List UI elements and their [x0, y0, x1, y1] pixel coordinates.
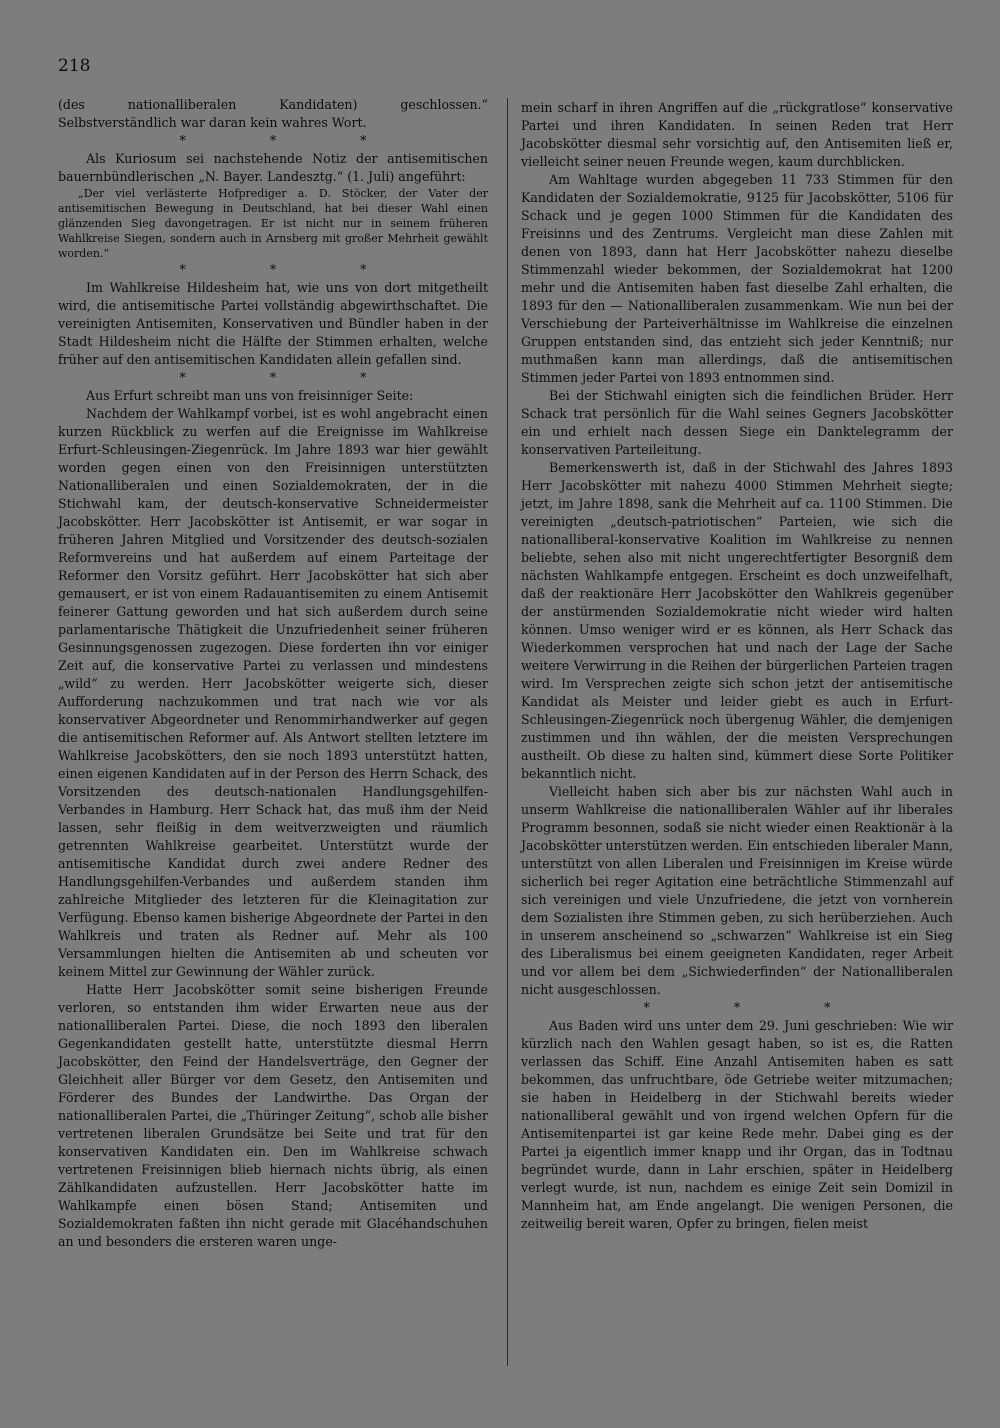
paragraph: Am Wahltage wurden abgegeben 11 733 Stimmen für den Kandidaten der Sozialdemokratie, 9125 für Jacobskötter, 5106 für Schack und je gegen 1000 Stimmen für die Kandidaten des Freisinns und des Zentrums. Vergleicht man diese Zahlen mit denen von 1893, dann hat Herr Jacobskötter nahezu dieselbe Stimmenzahl wieder bekommen, der Sozialdemokrat hat 1200 mehr und die Antisemiten haben fast dieselbe Zahl erhalten, die 1893 für den — Nationalliberalen zusammenkam. Wie nun bei der Verschiebung der Parteiverhältnisse im Wahlkreise die einzelnen Gruppen entstanden sind, das entzieht sich jeder Kenntniß; nur muthmaßen kann man allerdings, daß die antisemitischen Stimmen jeder Partei von 1893 entnommen sind. — [521, 172, 953, 385]
column-divider — [507, 98, 508, 1366]
paragraph: Aus Erfurt schreibt man uns von freisinniger Seite: — [86, 388, 414, 403]
paragraph: Aus Baden wird uns unter dem 29. Juni geschrieben: Wie wir kürzlich nach den Wahlen gesagt haben, so ist es, die Ratten verlassen das Schiff. Eine Anzahl Antisemiten haben es satt bekommen, das unfruchtbare, öde Getriebe weiter mitzumachen; sie haben in Heidelberg in der Stichwahl bereits wieder nationalliberal gewählt und von irgend welchen Opfern für die Antisemitenpartei ist gar keine Rede mehr. Dabei ging es der Partei ja eigentlich immer knapp und ihr Organ, das in Todtnau begründet wurde, dann in Lahr erschien, später in Heidelberg verlegt wurde, ist nun, nachdem es einige Zeit sein Domizil in Mannheim hat, am Ende angelangt. Die wenigen Personen, die zeitweilig bereit waren, Opfer zu bringen, fielen meist — [521, 1018, 953, 1231]
quoted-notice: „Der viel verlästerte Hofprediger a. D. Stöcker, der Vater der antisemitischen Bewegung in Deutschland, hat bei dieser Wahl einen glänzenden Sieg davongetragen. Er ist nicht nur in seinem früheren Wahlkreise Siegen, sondern auch in Arnsberg mit großer Mehrheit gewählt worden.“ — [58, 187, 488, 260]
paragraph: Bei der Stichwahl einigten sich die feindlichen Brüder. Herr Schack trat persönlich für die Wahl seines Gegners Jacobskötter ein und erhielt nach dessen Siege ein Danktelegramm der konservativen Parteileitung. — [521, 388, 953, 457]
left-column — [58, 96, 488, 1251]
right-column — [521, 99, 953, 1233]
section-separator: * * * — [179, 133, 367, 148]
section-separator: * * * — [179, 262, 367, 277]
paragraph: Hatte Herr Jacobskötter somit seine bisherigen Freunde verloren, so entstanden ihm wider Erwarten neue aus der nationalliberalen Partei. Diese, die noch 1893 den liberalen Gegenkandidaten gestellt hatte, unterstützte diesmal Herrn Jacobskötter, den Feind der Handelsverträge, den Gegner der Gleichheit aller Bürger vor dem Gesetz, den Antisemiten und Förderer des Bundes der Landwirthe. Das Organ der nationalliberalen Partei, die „Thüringer Zeitung“, schob alle bisher vertretenen liberalen Grundsätze bei Seite und trat für den konservativen Kandidaten ein. Den im Wahlkreise schwach vertretenen Freisinnigen blieb hiernach nichts übrig, als einen Zählkandidaten aufzustellen. Herr Jacobskötter hatte im Wahlkampfe einen bösen Stand; Antisemiten und Sozialdemokraten faßten ihn nicht gerade mit Glacéhandschuhen an und besonders die ersteren waren unge- — [58, 982, 488, 1249]
section-separator: * * * — [179, 370, 367, 385]
paragraph: Nachdem der Wahlkampf vorbei, ist es wohl angebracht einen kurzen Rückblick zu werfen auf die Ereignisse im Wahlkreise Erfurt-Schleusingen-Ziegenrück. Im Jahre 1893 war hier gewählt worden gegen einen von den Freisinnigen unterstützten Nationalliberalen und einen Sozialdemokraten, der in die Stichwahl kam, der deutsch-konservative Schneidermeister Jacobskötter. Herr Jacobskötter ist Antisemit, er war sogar in früheren Jahren Mitglied und Vorsitzender des deutsch-sozialen Reformvereins und hat außerdem auf einem Parteitage der Reformer den Vorsitz geführt. Herr Jacobskötter hat sich aber gemausert, er ist von einem Radauantisemiten zu einem Antisemit feinerer Gattung geworden und hat sich außerdem durch seine parlamentarische Thätigkeit die Unzufriedenheit seiner früheren Gesinnungsgenossen zugezogen. Diese forderten ihn vor einiger Zeit auf, die konservative Partei zu verlassen und mindestens „wild“ zu werden. Herr Jacobskötter weigerte sich, dieser Aufforderung nachzukommen und trat nach wie vor als konservativer Abgeordneter und Renommirhandwerker auf gegen die antisemitischen Reformer auf. Als Antwort stellten letztere im Wahlkreise Jacobskötters, den sie noch 1893 unterstützt hatten, einen eigenen Kandidaten auf in der Person des Herrn Schack, des Vorsitzenden des deutsch-nationalen Handlungsgehilfen-Verbandes in Hamburg. Herr Schack hat, das muß ihm der Neid lassen, sehr fleißig in dem weitverzweigten und räumlich getrennten Wahlkreise gearbeitet. Unterstützt wurde der antisemitische Kandidat durch zwei andere Redner des Handlungsgehilfen-Verbandes und außerdem standen ihm zahlreiche Mitglieder des letzteren für die Kleinagitation zur Verfügung. Ebenso kamen bisherige Abgeordnete der Partei in den Wahlkreis und traten als Redner auf. Mehr als 100 Versammlungen hielten die Antisemiten ab und scheuten vor keinem Mittel zur Gewinnung der Wähler zurück. — [58, 406, 488, 979]
paragraph: Als Kuriosum sei nachstehende Notiz der antisemitischen bauernbündlerischen „N. Bayer. Landesztg.“ (1. Juli) angeführt: — [58, 151, 488, 184]
paragraph: Im Wahlkreise Hildesheim hat, wie uns von dort mitgetheilt wird, die antisemitische Partei vollständig abgewirthschaftet. Die vereinigten Antisemiten, Konservativen und Bündler haben in der Stadt Hildesheim nicht die Hälfte der Stimmen erhalten, welche früher auf den antisemitischen Kandidaten allein gefallen sind. — [58, 280, 488, 367]
section-separator: * * * — [643, 1000, 831, 1015]
paragraph: (des nationalliberalen Kandidaten) geschlossen.“ Selbstverständlich war daran kein wahres Wort. — [58, 97, 488, 130]
paragraph: Vielleicht haben sich aber bis zur nächsten Wahl auch in unserm Wahlkreise die nationalliberalen Wähler auf ihr liberales Programm besonnen, sodaß sie nicht wieder einen Reaktionär à la Jacobskötter unterstützen werden. Ein entschieden liberaler Mann, unterstützt von allen Liberalen und Freisinnigen im Kreise würde sicherlich bei reger Agitation eine beträchtliche Stimmenzahl auf sich vereinigen und viele Unzufriedene, die jetzt von vornherein dem Sozialisten ihre Stimmen geben, zu sich herüberziehen. Auch in unserem anscheinend so „schwarzen“ Wahlkreise ist ein Sieg des Liberalismus bei einem geeigneten Kandidaten, reger Arbeit und vor allem bei dem „Sichwiederfinden“ der Nationalliberalen nicht ausgeschlossen. — [521, 784, 953, 997]
paragraph: mein scharf in ihren Angriffen auf die „rückgratlose“ konservative Partei und ihren Kandidaten. In seinen Reden trat Herr Jacobskötter diesmal sehr vorsichtig auf, den Antisemiten ließ er, vielleicht seiner neuen Freunde wegen, kaum durchblicken. — [521, 100, 953, 169]
paragraph: Bemerkenswerth ist, daß in der Stichwahl des Jahres 1893 Herr Jacobskötter mit nahezu 4000 Stimmen Mehrheit siegte; jetzt, im Jahre 1898, sank die Mehrheit auf ca. 1100 Stimmen. Die vereinigten „deutsch-patriotischen“ Parteien, wie sich die nationalliberal-konservative Koalition im Wahlkreise zu nennen beliebte, sehen also mit nicht ungerechtfertigter Besorgniß dem nächsten Wahlkampfe entgegen. Erscheint es doch unzweifelhaft, daß der reaktionäre Herr Jacobskötter den Wahlkreis gegenüber der anstürmenden Sozialdemokratie nicht wieder wird halten können. Umso weniger wird er es können, als Herr Schack das Wiederkommen versprochen hat und nach der Lage der Sache weitere Verwirrung in die Reihen der bürgerlichen Parteien tragen wird. Im Versprechen zeigte sich schon jetzt der antisemitische Kandidat als Meister und leider giebt es auch in Erfurt-Schleusingen-Ziegenrück noch übergenug Wähler, die demjenigen zustimmen und ihn wählen, der die meisten Versprechungen austheilt. Ob diese zu halten sind, kümmert diese Sorte Politiker bekanntlich nicht. — [521, 460, 953, 781]
page-number: 218 — [58, 56, 91, 76]
